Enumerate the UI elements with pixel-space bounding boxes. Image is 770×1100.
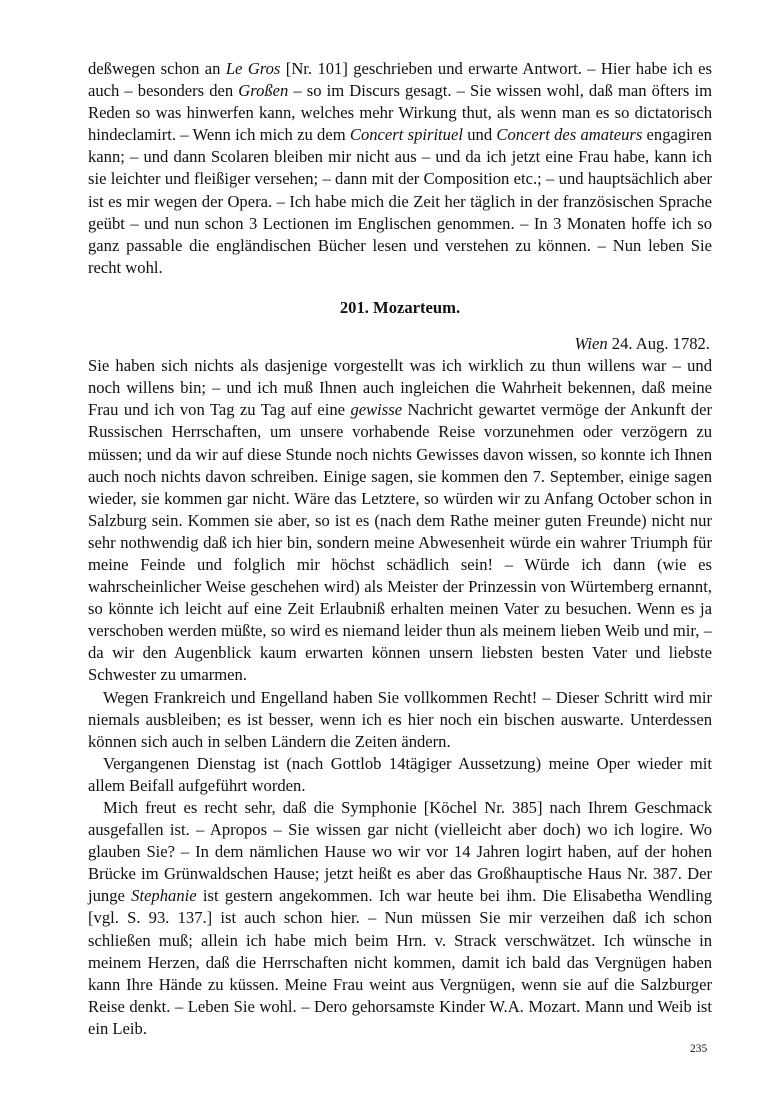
italic-run: Stephanie	[131, 886, 197, 906]
text-run: und	[462, 125, 497, 145]
letter-200-closing	[88, 58, 712, 279]
italic-run: Großen	[238, 81, 289, 101]
letter-date	[88, 333, 712, 355]
italic-run: Le Gros	[225, 59, 281, 78]
text-run: Mich freut es recht sehr, daß die Symphonie [Köchel Nr. 385] nach Ihrem Geschmack ausgefallen ist. – Apropos – Sie wissen gar nicht (vielleicht aber doch) wo ich logire. Wo glauben Sie? – In dem nämlichen Hause wo wir vor 14 Jahren logirt haben, auf der hohen Brücke im Grünwaldschen Hause; jetzt heißt es aber das Großhauptische Haus Nr. 387. Der junge	[88, 798, 712, 906]
text-run: Vergangenen Dienstag ist (nach Gottlob 14tägiger Aussetzung) meine Oper wieder mit allem Beifall aufgeführt worden.	[88, 753, 712, 795]
paragraph	[88, 753, 712, 797]
paragraph	[88, 355, 712, 686]
text-run: Sie haben sich nichts als dasjenige vorgestellt was ich wirklich zu thun willens war – und noch willens bin; – und ich muß Ihnen auch ingleichen die Wahrheit bekennen, daß meine Frau und ich von Tag zu Tag auf eine	[88, 356, 712, 420]
date-place: Wien	[574, 334, 608, 354]
letter-201-body	[88, 355, 712, 1040]
text-run: engagiren kann; – und dann Scolaren bleiben mir nicht aus – und da ich jetzt eine Frau habe, kann ich sie leichter und fleißiger versehen; – dann mit der Composition etc.; – und hauptsächlich aber ist es mir wegen der Opera. – Ich habe mich die Zeit her täglich in der französischen Sprache geübt – und nun schon 3 Lectionen im Englischen genommen. – In 3 Monaten hoffe ich so ganz passable die engländischen Bücher lesen und verstehen zu können. – Nun leben Sie recht wohl.	[88, 125, 712, 277]
text-run: Wegen Frankreich und Engelland haben Sie vollkommen Recht! – Dieser Schritt wird mir niemals ausbleiben; es ist besser, wenn ich es hier noch ein bischen auswarte. Unterdessen können sich auch in selben Ländern die Zeiten ändern.	[88, 687, 712, 751]
text-run: – so im Discurs gesagt. – Sie wissen wohl, daß man öfters im Reden so was hinwerfen kann, welches mehr Wirkung thut, als wenn man es so dictatorisch hindeclamirt. – Wenn ich mich zu dem	[88, 81, 712, 145]
letter-heading: 201. Mozarteum.	[339, 297, 461, 317]
text-run: [Nr. 101] geschrieben und erwarte Antwort. – Hier habe ich es auch – besonders den	[88, 59, 713, 101]
paragraph	[88, 687, 712, 753]
page-body	[88, 58, 712, 1040]
page-number: 235	[690, 1043, 708, 1055]
italic-run: Concert des amateurs	[496, 125, 643, 145]
paragraph	[88, 58, 712, 279]
text-run: Nachricht gewartet vermöge der Ankunft der Russischen Herrschaften, um unsere vorhabende Reise vorzunehmen oder verzögern zu müssen; und da wir auf diese Stunde noch nichts Gewisses davon wissen, so konnte ich Ihnen auch noch nichts davon schreiben. Einige sagen, sie kommen den 7. September, einige sagen wieder, sie kommen gar nicht. Wäre das Letztere, so würden wir zu Anfang October schon in Salzburg sein. Kommen sie aber, so ist es (nach dem Rathe meiner guten Freunde) nicht nur sehr nothwendig daß ich hier bin, sondern meine Abwesenheit würde ein wahrer Triumph für meine Feinde und folglich mir höchst schädlich sein! – Würde ich dann (wie es wahrscheinlicher Weise geschehen wird) als Meister der Prinzessin von Würtemberg ernannt, so könnte ich leicht auf eine Zeit Erlaubniß erhalten meinen Vater zu besuchen. Wenn es ja verschoben werden müßte, so wird es niemand leider thun als meinem lieben Weib und mir, – da wir den Augenblick kaum erwarten können unsern liebsten besten Vater und liebste Schwester zu umarmen.	[88, 400, 712, 685]
text-run: ist gestern angekommen. Ich war heute bei ihm. Die Elisabetha Wendling [vgl. S. 93. 137.] ist auch schon hier. – Nun müssen Sie mir verzeihen daß ich schon schließen muß; allein ich habe mich beim Hrn. v. Strack verschwätzet. Ich wünsche in meinem Herzen, daß die Herrschaften nicht kommen, damit ich bald das Vergnügen haben kann Ihre Hände zu küssen. Meine Frau weint aus Vergnügen, wenn sie auf die Salzburger Reise denkt. – Leben Sie wohl. – Dero gehorsamste Kinder W.A. Mozart. Mann und Weib ist ein Leib.	[88, 886, 712, 1038]
paragraph	[88, 797, 712, 1040]
text-run: deßwegen schon an	[88, 59, 226, 78]
italic-run: gewisse	[350, 400, 403, 420]
date-rest: 24. Aug. 1782.	[607, 334, 710, 354]
italic-run: Concert spirituel	[349, 125, 463, 145]
